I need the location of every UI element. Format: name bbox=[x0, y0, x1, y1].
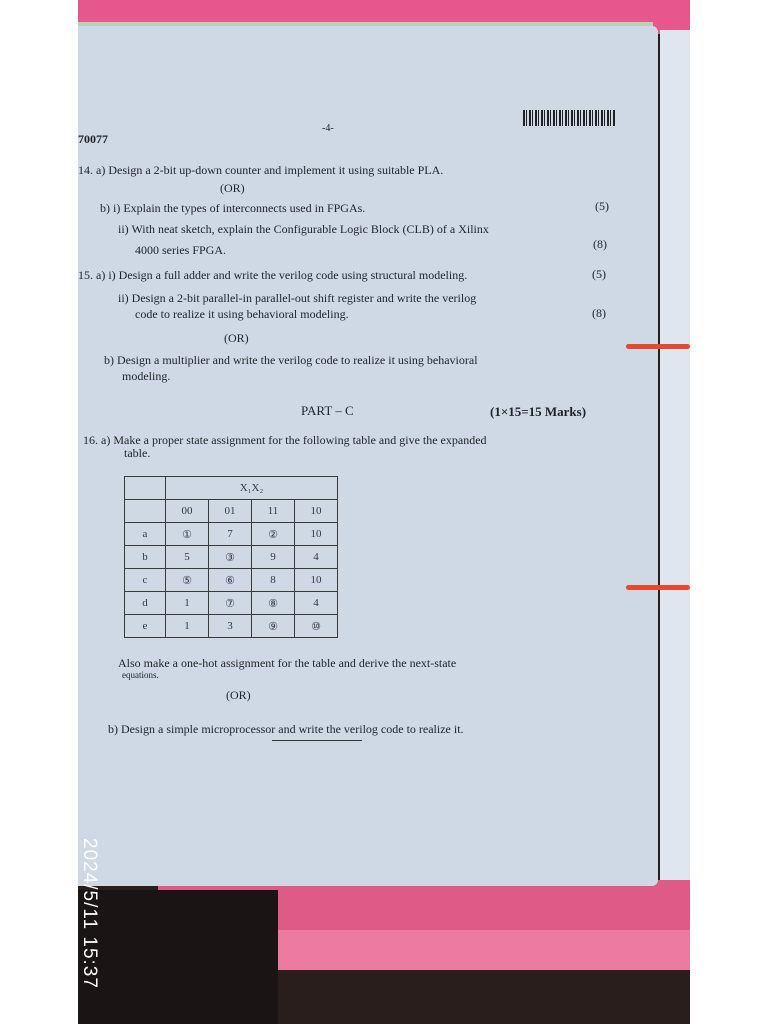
q14a: 14. a) Design a 2-bit up-down counter and implement it using suitable PLA. bbox=[78, 163, 444, 177]
q15a-ii-2: code to realize it using behavioral modeling. bbox=[135, 307, 349, 321]
column-header: 00 bbox=[166, 500, 209, 523]
photo bbox=[78, 0, 690, 1024]
q15b-1: b) Design a multiplier and write the verilog code to realize it using behavioral bbox=[104, 353, 478, 367]
paper-code: 70077 bbox=[78, 132, 108, 146]
q16-or: (OR) bbox=[226, 688, 251, 702]
q14b-ii-marks: (8) bbox=[593, 237, 607, 251]
state-label: a bbox=[125, 523, 166, 546]
end-rule bbox=[272, 740, 362, 741]
q14b-ii-1: ii) With neat sketch, explain the Configurable Logic Block (CLB) of a Xilinx bbox=[118, 222, 489, 236]
table-cell: ⑤ bbox=[166, 569, 209, 592]
state-label: d bbox=[125, 592, 166, 615]
pink-binder-edge bbox=[218, 930, 690, 970]
q14-or: (OR) bbox=[220, 181, 245, 195]
table-cell: 10 bbox=[295, 569, 338, 592]
table-cell: ① bbox=[166, 523, 209, 546]
table-cell: 1 bbox=[166, 615, 209, 638]
table-cell: 1 bbox=[166, 592, 209, 615]
q15a-i: 15. a) i) Design a full adder and write the verilog code using structural modeling. bbox=[78, 268, 468, 282]
q16-also-2: equations. bbox=[122, 670, 159, 680]
page-number: -4- bbox=[322, 123, 334, 134]
table-cell: ② bbox=[252, 523, 295, 546]
q14b-i-marks: (5) bbox=[595, 199, 609, 213]
table-cell: 7 bbox=[209, 523, 252, 546]
state-label: e bbox=[125, 615, 166, 638]
column-header: 10 bbox=[295, 500, 338, 523]
part-c-title: PART – C bbox=[301, 403, 354, 418]
table-cell: 4 bbox=[295, 592, 338, 615]
column-header: 11 bbox=[252, 500, 295, 523]
q15-or: (OR) bbox=[224, 331, 249, 345]
q14b-i: b) i) Explain the types of interconnects used in FPGAs. bbox=[100, 201, 366, 215]
state-table bbox=[124, 476, 338, 638]
table-cell: 5 bbox=[166, 546, 209, 569]
table-cell: 4 bbox=[295, 546, 338, 569]
q16a-1: 16. a) Make a proper state assignment for the following table and give the expanded bbox=[83, 433, 487, 447]
table-cell: 8 bbox=[252, 569, 295, 592]
dark-background bbox=[78, 890, 278, 1024]
q16-also-1: Also make a one-hot assignment for the table and derive the next-state bbox=[118, 656, 457, 670]
exam-content bbox=[78, 0, 690, 900]
table-cell: ⑧ bbox=[252, 592, 295, 615]
q15b-2: modeling. bbox=[122, 369, 171, 383]
table-cell: 9 bbox=[252, 546, 295, 569]
table-cell: ⑥ bbox=[209, 569, 252, 592]
table-cell: ⑩ bbox=[295, 615, 338, 638]
part-c-marks: (1×15=15 Marks) bbox=[490, 404, 587, 419]
table-row bbox=[125, 569, 338, 592]
table-row bbox=[125, 523, 338, 546]
q15a-i-marks: (5) bbox=[592, 267, 606, 281]
column-header: 01 bbox=[209, 500, 252, 523]
q16a-2: table. bbox=[124, 446, 151, 460]
table-row bbox=[125, 615, 338, 638]
state-label: c bbox=[125, 569, 166, 592]
table-corner bbox=[125, 477, 166, 500]
table-cell: ③ bbox=[209, 546, 252, 569]
table-header: X₁X₂ bbox=[166, 477, 338, 500]
q14b-ii-2: 4000 series FPGA. bbox=[135, 243, 227, 257]
table-cell: ⑨ bbox=[252, 615, 295, 638]
table-cell: 3 bbox=[209, 615, 252, 638]
photo-timestamp: 2024/5/11 15:37 bbox=[79, 838, 100, 989]
table-row bbox=[125, 592, 338, 615]
state-label: b bbox=[125, 546, 166, 569]
barcode bbox=[523, 110, 615, 126]
q15a-ii-1: ii) Design a 2-bit parallel-in parallel-out shift register and write the verilog bbox=[118, 291, 477, 305]
q15a-ii-marks: (8) bbox=[592, 306, 606, 320]
table-corner bbox=[125, 500, 166, 523]
table-cell: 10 bbox=[295, 523, 338, 546]
table-row bbox=[125, 546, 338, 569]
table-cell: ⑦ bbox=[209, 592, 252, 615]
q16b: b) Design a simple microprocessor and write the verilog code to realize it. bbox=[108, 722, 464, 736]
